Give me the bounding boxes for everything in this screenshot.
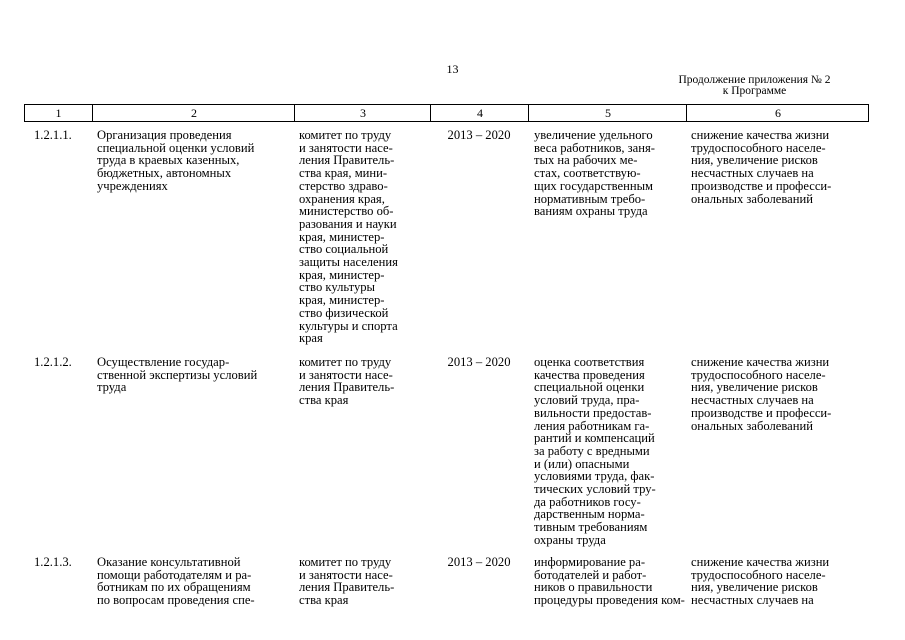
row-number: 1.2.1.1.	[34, 128, 72, 142]
measure-name: Оказание консультативной помощи работодателям и ра- ботникам по их обращениям по вопросам проведения спе-	[97, 555, 255, 608]
measure-name: Осуществление государ- ственной экспертизы условий труда	[97, 355, 258, 395]
row-number: 1.2.1.3.	[34, 555, 72, 569]
row-number: 1.2.1.2.	[34, 355, 72, 369]
result: снижение качества жизни трудоспособного населе- ния, увеличение рисков несчастных случаев на	[691, 555, 830, 608]
term: 2013 – 2020	[447, 128, 511, 142]
header-col-6: 6	[686, 105, 869, 121]
result: снижение качества жизни трудоспособного населе- ния, увеличение рисков несчастных случаев на производстве и професси- ональных заболеваний	[691, 355, 832, 433]
executor: комитет по труду и занятости насе- ления Правитель- ства края	[299, 555, 395, 608]
term: 2013 – 2020	[447, 355, 511, 369]
executor: комитет по труду и занятости насе- ления Правитель- ства края, мини- стерство здраво- охранения края, министерство об- разования и науки края, министер- ство социальной защиты населения края, министер- ство культуры края, министер- ство физической культуры и спорта края	[299, 128, 398, 346]
indicator: информирование ра- ботодателей и работ- ников о правильности процедуры проведения ком-	[534, 555, 685, 608]
appendix-note-line-2: к Программе	[722, 85, 787, 97]
term: 2013 – 2020	[447, 555, 511, 569]
measure-name: Организация проведения специальной оценки условий труда в краевых казенных, бюджетных, автономных учреждениях	[97, 128, 255, 193]
result: снижение качества жизни трудоспособного населе- ния, увеличение рисков несчастных случаев на производстве и професси- ональных заболеваний	[691, 128, 832, 206]
header-col-1: 1	[55, 106, 62, 120]
header-col-2: 2	[92, 105, 295, 121]
page-number: 13	[446, 62, 459, 76]
appendix-note	[660, 75, 849, 97]
table-header-row	[24, 104, 869, 122]
header-col-5: 5	[528, 105, 687, 121]
appendix-note-line-1: Продолжение приложения № 2	[678, 74, 831, 86]
executor: комитет по труду и занятости насе- ления Правитель- ства края	[299, 355, 395, 408]
indicator: увеличение удельного веса работников, заня- тых на рабочих ме- стах, соответствую- щих государственным нормативным требо- ваниям охраны труда	[534, 128, 655, 219]
indicator: оценка соответствия качества проведения специальной оценки условий труда, пра- вильности предостав- ления работникам га- рантий и компенсаций за работу с вредными и (или) опасными условиями труда, фак- тических условий тру- да работников госу- дарственным норма- тивным требованиям охраны труда	[534, 355, 656, 547]
header-col-4: 4	[430, 105, 529, 121]
header-col-3: 3	[294, 105, 431, 121]
